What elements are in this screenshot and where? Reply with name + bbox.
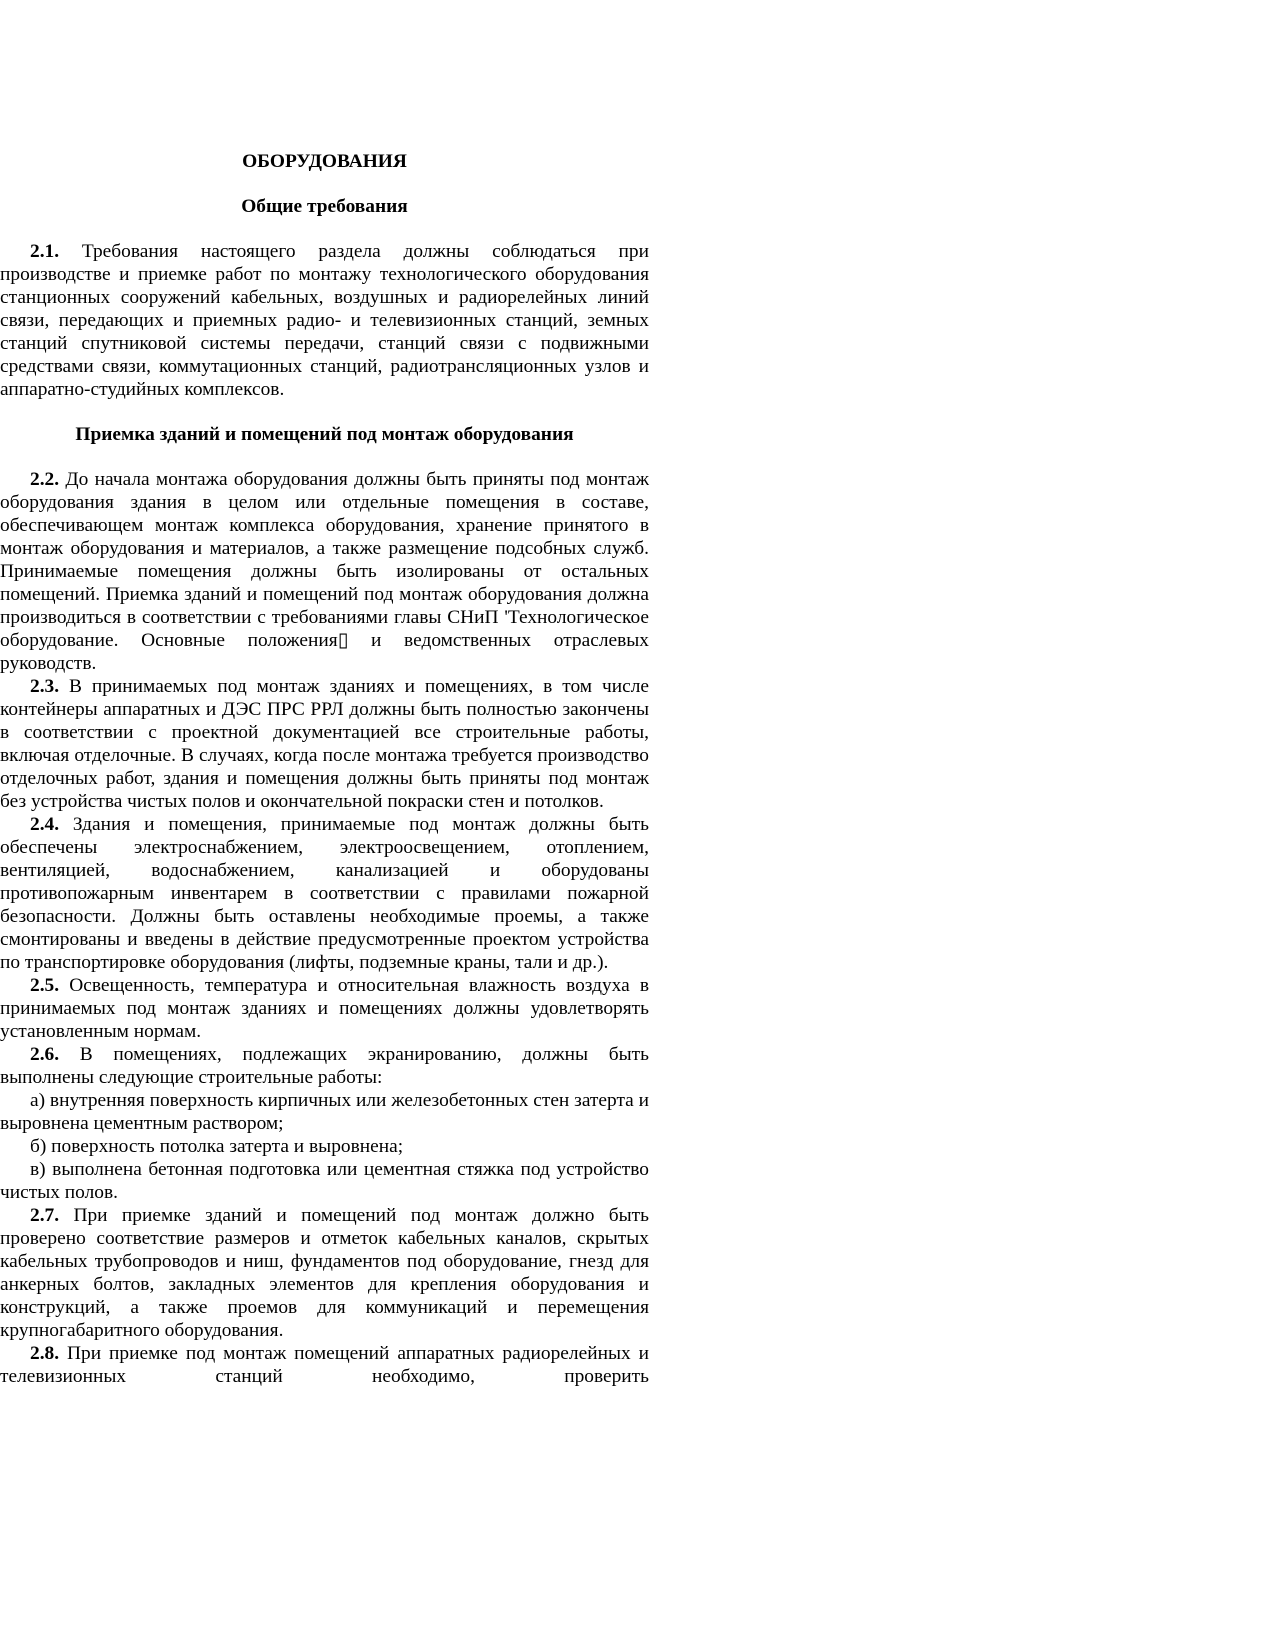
- paragraph-text: В принимаемых под монтаж зданиях и помещениях, в том числе контейнеры аппаратных и ДЭС ПРС РРЛ должны быть полностью закончены в соответствии с проектной документацией все строительные работы, включая отделочные. В случаях, когда после монтажа требуется производство отделочных работ, здания и помещения должны быть приняты под монтаж без устройства чистых полов и окончательной покраски стен и потолков.: [0, 676, 649, 812]
- list-item-b: б) поверхность потолка затерта и выровнена;: [30, 1136, 404, 1157]
- list-item-c: в) выполнена бетонная подготовка или цементная стяжка под устройство чистых полов.: [0, 1159, 649, 1203]
- paragraph-text: До начала монтажа оборудования должны быть приняты под монтаж оборудования здания в целом или отдельные помещения в составе, обеспечивающем монтаж комплекса оборудования, хранение принятого в монтаж оборудования и материалов, а также размещение подсобных служб. Принимаемые помещения должны быть изолированы от остальных помещений. Приемка зданий и помещений под монтаж оборудования должна производиться в соответствии с требованиями главы СНиП 'Технологическое оборудование. Основные положения▯ и ведомственных отраслевых руководств.: [0, 469, 649, 674]
- paragraph-2-1: [0, 240, 649, 401]
- paragraph-number: 2.6.: [30, 1044, 60, 1065]
- paragraph-number: 2.5.: [30, 975, 60, 996]
- section-title-acceptance: Приемка зданий и помещений под монтаж оборудования: [75, 424, 574, 445]
- paragraph-text: Требования настоящего раздела должны соблюдаться при производстве и приемке работ по монтажу технологического оборудования станционных сооружений кабельных, воздушных и радиорелейных линий связи, передающих и приемных радио- и телевизионных станций, земных станций спутниковой системы передачи, станций связи с подвижными средствами связи, коммутационных станций, радиотрансляционных узлов и аппаратно-студийных комплексов.: [0, 241, 649, 400]
- paragraph-number: 2.3.: [30, 676, 60, 697]
- section-title-general: Общие требования: [241, 196, 408, 217]
- paragraph-number: 2.8.: [30, 1343, 60, 1364]
- paragraph-number: 2.1.: [30, 241, 60, 262]
- paragraph-2-7: [0, 1204, 649, 1342]
- paragraph-2-3: [0, 675, 649, 813]
- paragraph-number: 2.2.: [30, 469, 60, 490]
- page-heading: ОБОРУДОВАНИЯ: [242, 151, 407, 172]
- paragraph-number: 2.4.: [30, 814, 60, 835]
- paragraph-2-4: [0, 813, 649, 974]
- paragraph-text: Здания и помещения, принимаемые под монтаж должны быть обеспечены электроснабжением, электроосвещением, отоплением, вентиляцией, водоснабжением, канализацией и оборудованы противопожарным инвентарем в соответствии с правилами пожарной безопасности. Должны быть оставлены необходимые проемы, а также смонтированы и введены в действие предусмотренные проектом устройства по транспортировке оборудования (лифты, подземные краны, тали и др.).: [0, 814, 649, 973]
- paragraph-2-2: [0, 468, 649, 675]
- paragraph-2-6: [0, 1043, 649, 1089]
- paragraph-2-8: [0, 1342, 649, 1388]
- paragraph-text: При приемке зданий и помещений под монтаж должно быть проверено соответствие размеров и отметок кабельных каналов, скрытых кабельных трубопроводов и ниш, фундаментов под оборудование, гнезд для анкерных болтов, закладных элементов для крепления оборудования и конструкций, а также проемов для коммуникаций и перемещения крупногабаритного оборудования.: [0, 1205, 649, 1341]
- paragraph-number: 2.7.: [30, 1205, 60, 1226]
- paragraph-2-5: [0, 974, 649, 1043]
- paragraph-text: При приемке под монтаж помещений аппаратных радиорелейных и телевизионных станций необходимо, проверить: [0, 1343, 649, 1387]
- document-page: [0, 150, 649, 1388]
- paragraph-text: Освещенность, температура и относительная влажность воздуха в принимаемых под монтаж зданиях и помещениях должны удовлетворять установленным нормам.: [0, 975, 649, 1042]
- list-item-a: а) внутренняя поверхность кирпичных или железобетонных стен затерта и выровнена цементным раствором;: [0, 1090, 649, 1134]
- paragraph-text: В помещениях, подлежащих экранированию, должны быть выполнены следующие строительные работы:: [0, 1044, 649, 1088]
